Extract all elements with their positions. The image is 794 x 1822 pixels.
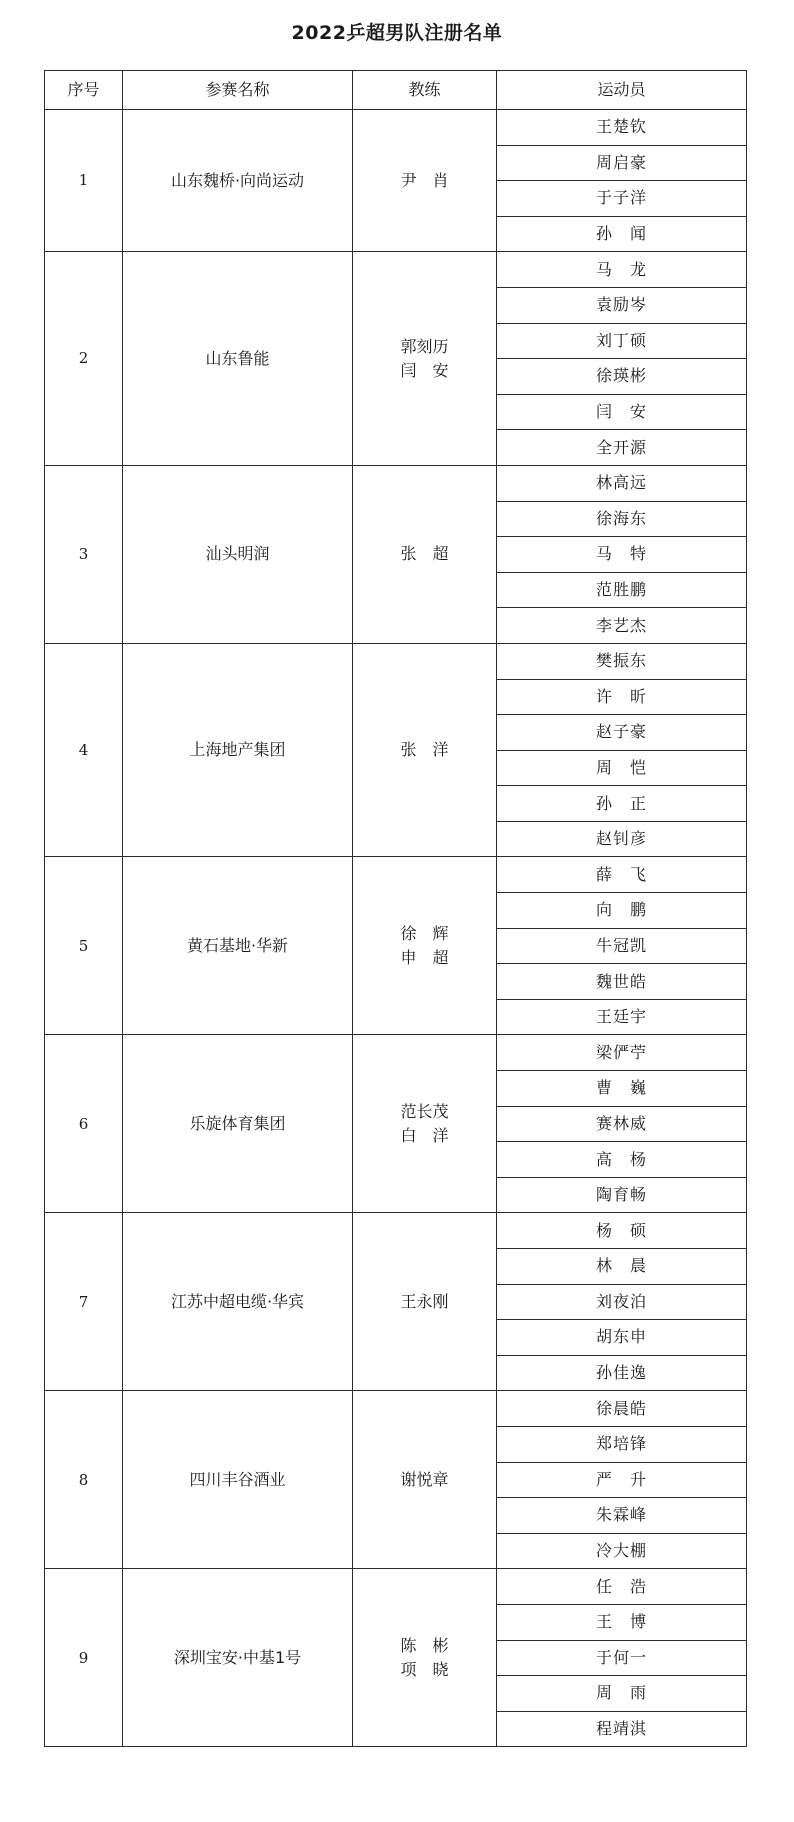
team-name: 乐旋体育集团	[123, 1035, 353, 1213]
player-name: 樊振东	[595, 651, 647, 671]
player-cell	[497, 1676, 747, 1712]
player-name: 冷大棚	[595, 1541, 647, 1561]
table-row	[45, 1035, 747, 1071]
team-name: 山东鲁能	[123, 252, 353, 466]
player-cell	[497, 1284, 747, 1320]
player-cell	[497, 893, 747, 929]
coach-name: 张 洋	[400, 740, 449, 760]
player-cell	[497, 1320, 747, 1356]
player-cell	[497, 1142, 747, 1178]
player-name: 朱霖峰	[595, 1505, 647, 1525]
team-name: 上海地产集团	[123, 643, 353, 857]
coach-name: 郭刻历	[400, 336, 449, 356]
table-row	[45, 1569, 747, 1605]
table-row	[45, 465, 747, 501]
player-name: 袁励岑	[595, 295, 647, 315]
team-number: 4	[45, 643, 123, 857]
player-name: 王楚钦	[595, 117, 647, 137]
document-title: 2022乒超男队注册名单	[291, 22, 503, 44]
player-cell	[497, 359, 747, 395]
coach-name: 谢悦章	[400, 1469, 449, 1489]
player-cell	[497, 110, 747, 146]
player-cell	[497, 1249, 747, 1285]
player-cell	[497, 964, 747, 1000]
team-number: 8	[45, 1391, 123, 1569]
player-name: 孙佳逸	[595, 1363, 647, 1383]
coach-name: 王永刚	[400, 1291, 449, 1311]
coach-name: 尹 肖	[400, 170, 449, 190]
player-cell	[497, 1177, 747, 1213]
player-name: 于何一	[595, 1647, 647, 1667]
coach-name: 白 洋	[400, 1125, 449, 1145]
player-name: 周启豪	[595, 152, 647, 172]
coach-name: 徐 辉	[400, 923, 449, 943]
player-cell	[497, 821, 747, 857]
player-name: 程靖淇	[595, 1719, 647, 1739]
player-cell	[497, 1035, 747, 1071]
player-name: 陶育畅	[595, 1185, 647, 1205]
player-name: 许 昕	[595, 686, 647, 706]
player-cell	[497, 643, 747, 679]
player-name: 马 龙	[595, 259, 647, 279]
player-cell	[497, 465, 747, 501]
team-coaches	[353, 857, 497, 1035]
player-name: 高 杨	[595, 1149, 647, 1169]
player-cell	[497, 1569, 747, 1605]
player-name: 郑培锋	[595, 1434, 647, 1454]
team-number: 2	[45, 252, 123, 466]
player-name: 刘丁硕	[595, 330, 647, 350]
coach-name: 申 超	[400, 947, 449, 967]
team-name: 黄石基地·华新	[123, 857, 353, 1035]
team-name: 深圳宝安·中基1号	[123, 1569, 353, 1747]
header-coach: 教练	[353, 71, 497, 110]
player-name: 杨 硕	[595, 1220, 647, 1240]
player-cell	[497, 1498, 747, 1534]
roster-table	[44, 70, 747, 1747]
player-cell	[497, 1462, 747, 1498]
team-number: 9	[45, 1569, 123, 1747]
player-name: 魏世皓	[595, 971, 647, 991]
player-name: 林高远	[595, 473, 647, 493]
player-name: 胡东申	[595, 1327, 647, 1347]
team-coaches	[353, 1035, 497, 1213]
player-cell	[497, 181, 747, 217]
player-cell	[497, 1533, 747, 1569]
roster-body	[45, 110, 747, 1747]
team-coaches	[353, 110, 497, 252]
player-cell	[497, 1604, 747, 1640]
team-name: 汕头明润	[123, 465, 353, 643]
player-name: 马 特	[595, 544, 647, 564]
player-cell	[497, 572, 747, 608]
player-name: 孙 正	[595, 793, 647, 813]
player-cell	[497, 252, 747, 288]
table-row	[45, 857, 747, 893]
player-cell	[497, 715, 747, 751]
coach-name: 项 晓	[400, 1659, 449, 1679]
team-name: 江苏中超电缆·华宾	[123, 1213, 353, 1391]
player-name: 范胜鹏	[595, 580, 647, 600]
player-name: 周 恺	[595, 757, 647, 777]
player-cell	[497, 1391, 747, 1427]
player-name: 徐晨皓	[595, 1398, 647, 1418]
team-coaches	[353, 643, 497, 857]
player-name: 李艺杰	[595, 615, 647, 635]
player-cell	[497, 1711, 747, 1747]
table-row	[45, 252, 747, 288]
team-number: 6	[45, 1035, 123, 1213]
player-cell	[497, 216, 747, 252]
player-cell	[497, 999, 747, 1035]
player-name: 赵钊彦	[595, 829, 647, 849]
team-coaches	[353, 1569, 497, 1747]
team-number: 5	[45, 857, 123, 1035]
player-cell	[497, 857, 747, 893]
player-cell	[497, 750, 747, 786]
table-header-row	[45, 71, 747, 110]
coach-name: 范长茂	[400, 1101, 449, 1121]
table-row	[45, 110, 747, 146]
player-name: 孙 闻	[595, 224, 647, 244]
team-number: 1	[45, 110, 123, 252]
player-name: 王廷宇	[595, 1007, 647, 1027]
player-name: 于子洋	[595, 188, 647, 208]
team-name: 山东魏桥·向尚运动	[123, 110, 353, 252]
player-cell	[497, 786, 747, 822]
player-cell	[497, 323, 747, 359]
table-row	[45, 1213, 747, 1249]
player-cell	[497, 679, 747, 715]
team-name: 四川丰谷酒业	[123, 1391, 353, 1569]
player-cell	[497, 608, 747, 644]
player-name: 王 博	[595, 1612, 647, 1632]
coach-name: 闫 安	[400, 360, 449, 380]
player-cell	[497, 537, 747, 573]
player-name: 任 浩	[595, 1576, 647, 1596]
player-cell	[497, 145, 747, 181]
player-name: 徐瑛彬	[595, 366, 647, 386]
coach-name: 陈 彬	[400, 1635, 449, 1655]
player-name: 牛冠凯	[595, 935, 647, 955]
player-name: 薛 飞	[595, 864, 647, 884]
player-name: 闫 安	[595, 402, 647, 422]
player-cell	[497, 1071, 747, 1107]
player-name: 刘夜泊	[595, 1291, 647, 1311]
team-coaches	[353, 1213, 497, 1391]
player-name: 梁俨苧	[595, 1042, 647, 1062]
header-team-name: 参赛名称	[123, 71, 353, 110]
player-name: 全开源	[595, 437, 647, 457]
player-name: 赛林威	[595, 1113, 647, 1133]
player-cell	[497, 1106, 747, 1142]
table-row	[45, 643, 747, 679]
player-name: 严 升	[595, 1469, 647, 1489]
player-cell	[497, 1213, 747, 1249]
player-name: 林 晨	[595, 1256, 647, 1276]
player-name: 赵子豪	[595, 722, 647, 742]
team-coaches	[353, 1391, 497, 1569]
player-name: 曹 巍	[595, 1078, 647, 1098]
table-row	[45, 1391, 747, 1427]
player-name: 周 雨	[595, 1683, 647, 1703]
player-cell	[497, 928, 747, 964]
player-cell	[497, 1355, 747, 1391]
player-cell	[497, 287, 747, 323]
team-coaches	[353, 252, 497, 466]
player-cell	[497, 501, 747, 537]
player-name: 徐海东	[595, 508, 647, 528]
player-cell	[497, 430, 747, 466]
team-coaches	[353, 465, 497, 643]
header-number: 序号	[45, 71, 123, 110]
header-players: 运动员	[497, 71, 747, 110]
player-name: 向 鹏	[595, 900, 647, 920]
team-number: 7	[45, 1213, 123, 1391]
coach-name: 张 超	[400, 544, 449, 564]
player-cell	[497, 1426, 747, 1462]
player-cell	[497, 394, 747, 430]
player-cell	[497, 1640, 747, 1676]
team-number: 3	[45, 465, 123, 643]
